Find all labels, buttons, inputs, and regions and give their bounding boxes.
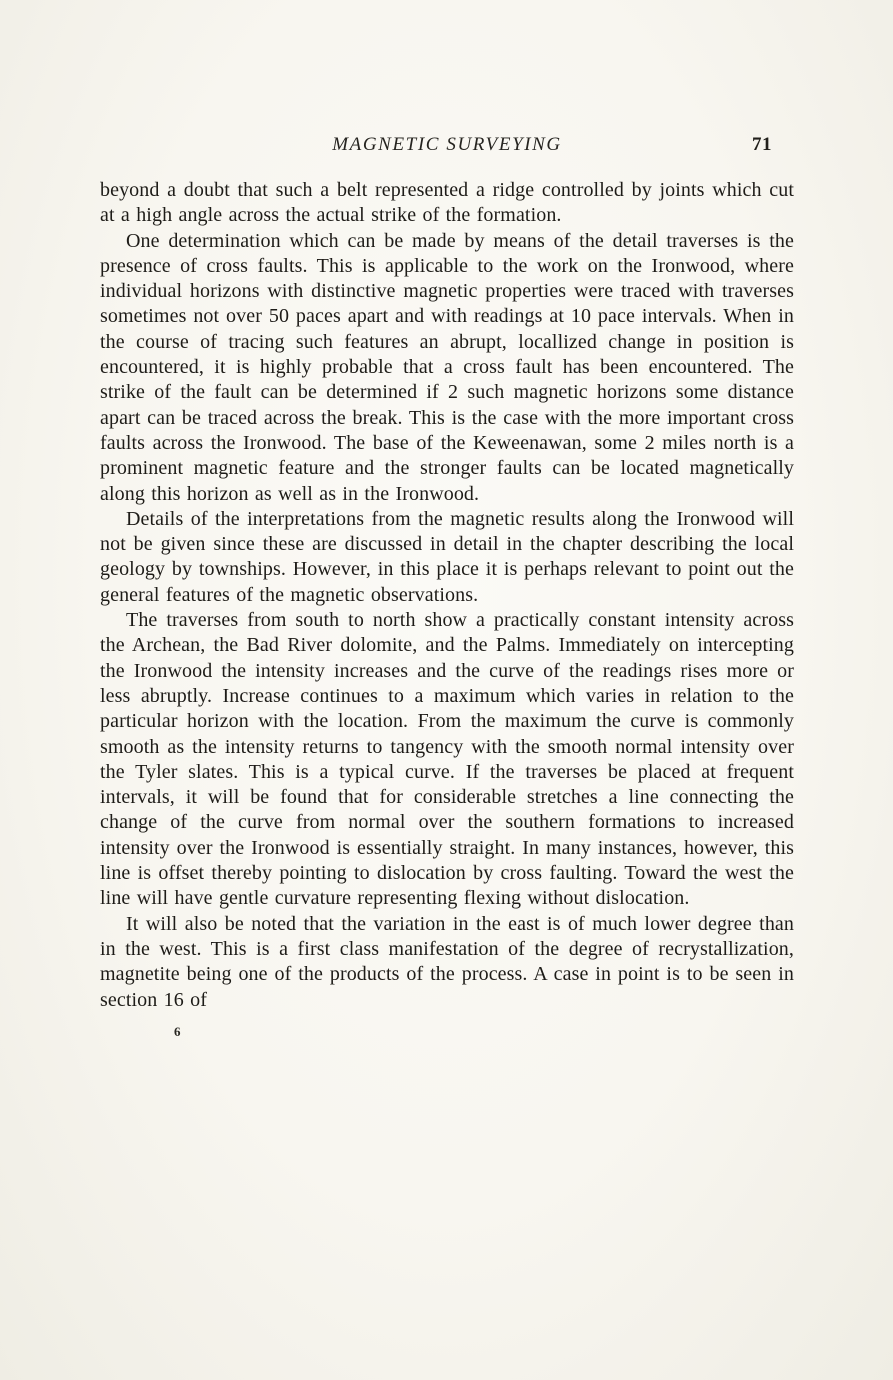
- text-column: [100, 134, 794, 1040]
- running-head: [100, 134, 794, 160]
- paragraph-cross-faults: One determination which can be made by means of the detail traverses is the presence of cross faults. This is applicable to the work on the Ironwood, where individual horizons with distinctive magnetic properties were traced with traverses sometimes not over 50 paces apart and with readings at 10 pace intervals. When in the course of tracing such features an abrupt, locallized change in position is encountered, it is highly probable that a cross fault has been encountered. The strike of the fault can be determined if 2 such magnetic horizons some distance apart can be traced across the break. This is the case with the more important cross faults across the Ironwood. The base of the Keweenawan, some 2 miles north is a prominent magnetic feature and the stronger faults can be located magnetically along this horizon as well as in the Ironwood.: [100, 229, 794, 505]
- page-header-title: MAGNETIC SURVEYING: [332, 134, 562, 155]
- paragraph-continuation: beyond a doubt that such a belt represented a ridge controlled by joints which cut at a high angle across the actual strike of the formation.: [100, 179, 794, 227]
- paragraph-east-west-variation: It will also be noted that the variation in the east is of much lower degree than in the west. This is a first class manifestation of the degree of recrystallization, magnetite being one of the products of the process. A case in point is to be seen in section 16 of: [100, 912, 794, 1011]
- body-text: [100, 178, 794, 1013]
- signature-mark: 6: [174, 1023, 181, 1039]
- page-number: 71: [752, 134, 772, 155]
- paragraph-traverse-curve: The traverses from south to north show a practically constant intensity across the Archean, the Bad River dolomite, and the Palms. Immediately on intercepting the Ironwood the intensity increases and the curve of the readings rises more or less abruptly. Increase continues to a maximum which varies in relation to the particular horizon with the location. From the maximum the curve is commonly smooth as the intensity returns to tangency with the smooth normal intensity over the Tyler slates. This is a typical curve. If the traverses be placed at frequent intervals, it will be found that for considerable stretches a line connecting the change of the curve from normal over the southern formations to increased intensity over the Ironwood is essentially straight. In many instances, however, this line is offset thereby pointing to dislocation by cross faulting. Toward the west the line will have gentle curvature representing flexing without dislocation.: [100, 609, 794, 910]
- paragraph-interpretation-details: Details of the interpretations from the magnetic results along the Ironwood will not be given since these are discussed in detail in the chapter describing the local geology by townships. However, in this place it is perhaps relevant to point out the general features of the magnetic observations.: [100, 507, 794, 606]
